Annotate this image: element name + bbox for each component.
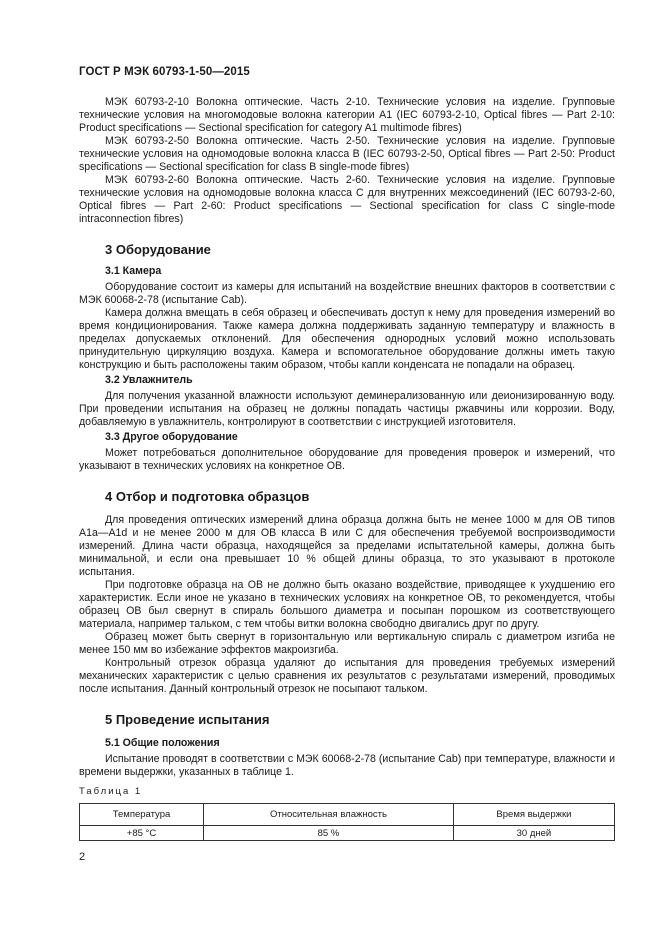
cell-duration: 30 дней [453, 826, 614, 841]
paragraph: Камера должна вмещать в себя образец и обеспечивать доступ к нему для проведения измерений во время кондиционирования. Также камера должна поддерживать заданную температуру и влажность в пределах допускаемых отклонений. Для обеспечения однородных условий можно использовать принудительную циркуляцию воздуха. Камера и вспомогательное оборудование должны иметь такую конструкцию и быть расположены таким образом, чтобы капли конденсата не попадали на образец. [79, 307, 615, 371]
paragraph: Для проведения оптических измерений длина образца должна быть не менее 1000 м для ОВ типов А1а—А1d и не менее 2000 м для ОВ класса В или С для обеспечения требуемой воспроизводимости измерений. Длина части образца, находящейся за пределами испытательной камеры, должна быть минимальной, и если она превышает 10 % общей длины образца, то это указывают в протоколе испытания. [79, 514, 615, 578]
cell-humidity: 85 % [204, 826, 454, 841]
table-caption: Таблица 1 [79, 786, 143, 797]
reference-iec-60793-2-10: МЭК 60793-2-10 Волокна оптические. Часть 2-10. Технические условия на изделие. Групповые технические условия на многомодовые волокна категории А1 (IEC 60793-2-10, Optical fibres — Part 2-10: Product specifications — Sectional specification for category A1 multimode fibres) [79, 96, 615, 134]
subsection-3-3-heading: 3.3 Другое оборудование [105, 431, 238, 443]
subsection-3-1-heading: 3.1 Камера [105, 265, 162, 277]
paragraph: Контрольный отрезок образца удаляют до испытания для проведения требуемых измерений механических характеристик с целью сравнения их результатов с результатами измерений, проводимых после испытания. Данный контрольный отрезок не посыпают тальком. [79, 657, 615, 695]
cell-temperature: +85 °С [80, 826, 204, 841]
column-header-humidity: Относительная влажность [204, 804, 454, 826]
subsection-3-2-heading: 3.2 Увлажнитель [105, 374, 193, 386]
document-header: ГОСТ Р МЭК 60793-1-50—2015 [79, 66, 250, 78]
page-number: 2 [79, 851, 86, 863]
document-body [79, 96, 615, 841]
paragraph: Образец может быть свернут в горизонтальную или вертикальную спираль с диаметром изгиба не менее 150 мм во избежание эффектов макроизгиба. [79, 631, 615, 656]
section-5-heading: 5 Проведение испытания [105, 712, 270, 727]
reference-iec-60793-2-50: МЭК 60793-2-50 Волокна оптические. Часть 2-50. Технические условия на изделие. Групповые технические условия на одномодовые волокна класса В (IEC 60793-2-50, Optical fibres — Part 2-50: Product specifications — Sectional specification for class B single-mode fibres) [79, 135, 615, 173]
column-header-duration: Время выдержки [453, 804, 614, 826]
table-1 [79, 803, 615, 841]
paragraph: При подготовке образца на ОВ не должно быть оказано воздействие, приводящее к ухудшению его характеристик. Если иное не указано в технических условиях на конкретное ОВ, то рекомендуется, чтобы образец ОВ был свернут в спираль большого диаметра и посыпан порошком из соответствующего материала, например тальком, с тем чтобы витки волокна свободно двигались друг по другу. [79, 579, 615, 630]
paragraph: Для получения указанной влажности используют деминерализованную или деионизированную воду. При проведении испытания на образец не должны попадать частицы ржавчины или коррозии. Воду, добавляемую в увлажнитель, контролируют в соответствии с инструкцией изготовителя. [79, 390, 615, 428]
section-3-heading: 3 Оборудование [105, 242, 211, 257]
section-4-heading: 4 Отбор и подготовка образцов [105, 489, 310, 504]
table-header-row [80, 804, 615, 826]
table-row [80, 826, 615, 841]
paragraph: Оборудование состоит из камеры для испытаний на воздействие внешних факторов в соответствии с МЭК 60068-2-78 (испытание Cab). [79, 281, 615, 306]
reference-iec-60793-2-60: МЭК 60793-2-60 Волокна оптические. Часть 2-60. Технические условия на изделие. Групповые технические условия на одномодовые волокна класса С для внутренних межсоединений (IEC 60793-2-60, Optical fibres — Part 2-60: Product specifications — Sectional specification for class C single-mode intraconnection fibres) [79, 174, 615, 225]
subsection-5-1-heading: 5.1 Общие положения [105, 737, 220, 749]
column-header-temperature: Температура [80, 804, 204, 826]
paragraph: Может потребоваться дополнительное оборудование для проведения проверок и измерений, что указывают в технических условиях на конкретное ОВ. [79, 447, 615, 472]
paragraph: Испытание проводят в соответствии с МЭК 60068-2-78 (испытание Cab) при температуре, влажности и времени выдержки, указанных в таблице 1. [79, 753, 615, 778]
